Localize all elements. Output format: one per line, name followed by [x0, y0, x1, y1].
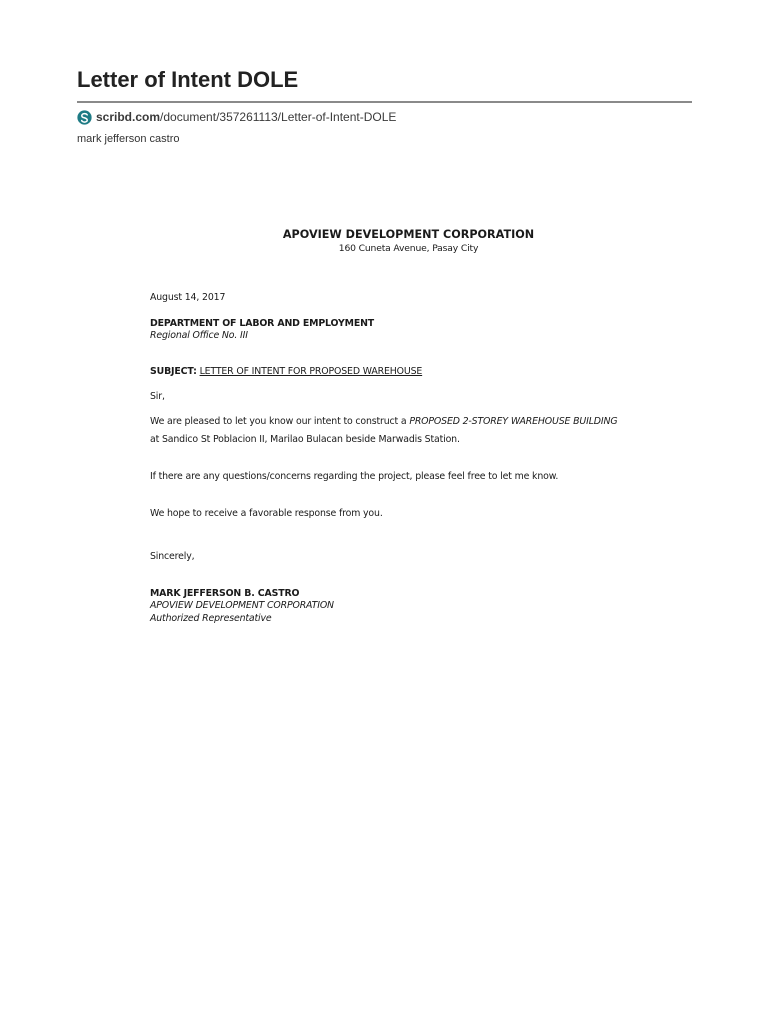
subject-text: LETTER OF INTENT FOR PROPOSED WAREHOUSE — [199, 366, 423, 377]
recipient-office: Regional Office No. III — [150, 330, 248, 341]
subject-line — [150, 366, 422, 377]
body-paragraph-1 — [150, 416, 617, 427]
author-name: mark jefferson castro — [77, 133, 180, 145]
letterhead-address: 160 Cuneta Avenue, Pasay City — [338, 243, 479, 254]
letter-date: August 14, 2017 — [150, 292, 226, 303]
salutation: Sir, — [150, 391, 165, 402]
source-domain: scribd.com — [96, 110, 161, 124]
closing: Sincerely, — [150, 551, 195, 562]
recipient-name: DEPARTMENT OF LABOR AND EMPLOYMENT — [150, 318, 375, 329]
body-paragraph-3: We hope to receive a favorable response from you. — [150, 508, 383, 519]
body-paragraph-1-line-2: at Sandico St Poblacion II, Marilao Bulacan beside Marwadis Station. — [150, 434, 460, 445]
body-1-emphasis: PROPOSED 2-STOREY WAREHOUSE BUILDING — [409, 416, 618, 427]
signatory-company: APOVIEW DEVELOPMENT CORPORATION — [150, 600, 334, 611]
document-header — [77, 62, 692, 147]
body-paragraph-2: If there are any questions/concerns regarding the project, please feel free to let me know. — [150, 471, 559, 482]
page-title: Letter of Intent DOLE — [77, 62, 692, 103]
body-1-text: We are pleased to let you know our intent to construct a — [150, 416, 410, 427]
scribd-logo-icon[interactable] — [77, 110, 92, 125]
letterhead-company: APOVIEW DEVELOPMENT CORPORATION — [282, 228, 535, 241]
signatory-title: Authorized Representative — [150, 613, 272, 624]
source-link[interactable] — [96, 110, 396, 124]
signatory-name: MARK JEFFERSON B. CASTRO — [150, 588, 300, 599]
source-path: /document/357261113/Letter-of-Intent-DOLE — [160, 110, 397, 124]
subject-label: SUBJECT: — [150, 366, 197, 377]
source-row — [77, 108, 692, 126]
